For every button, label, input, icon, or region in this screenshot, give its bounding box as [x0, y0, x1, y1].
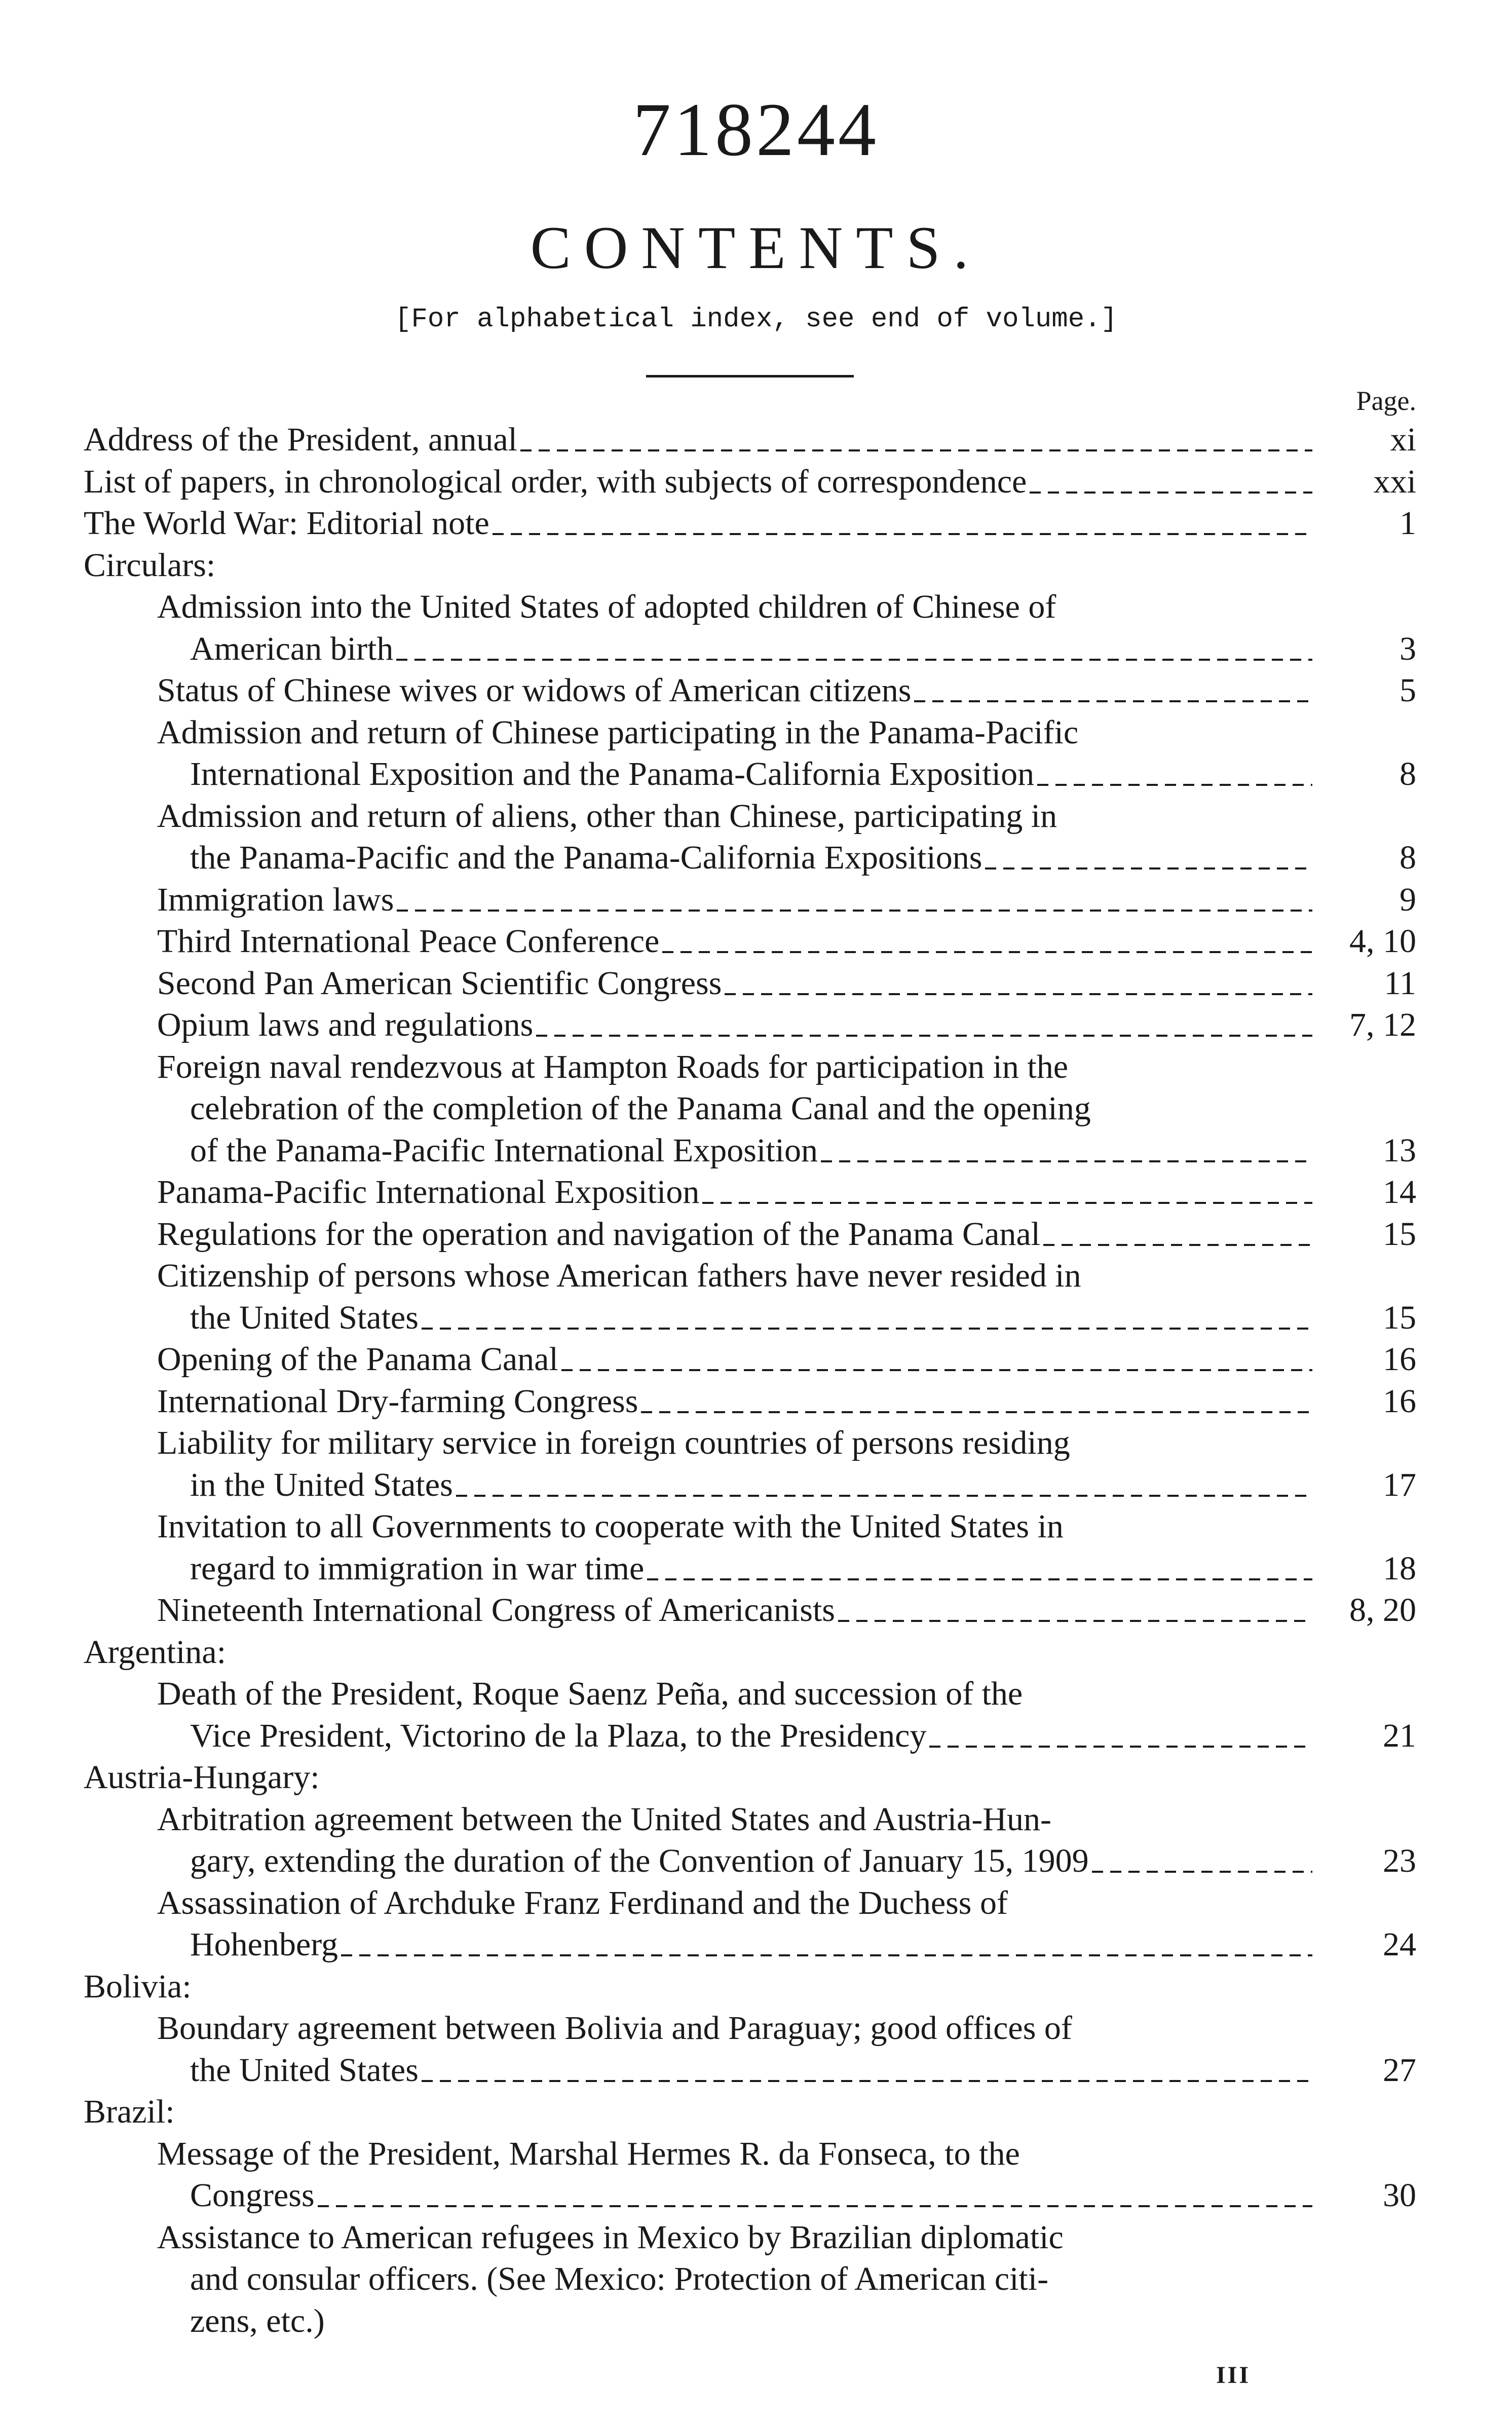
toc-entry-text: Regulations for the operation and navigation of the Panama Canal — [157, 1215, 1041, 1253]
toc-entry-text: Opening of the Panama Canal — [157, 1341, 558, 1378]
dot-leader — [561, 1339, 1312, 1381]
page-folio: III — [1216, 2362, 1251, 2389]
toc-entry — [84, 1422, 1416, 1464]
toc-entry — [84, 1297, 1416, 1339]
dot-leader — [702, 1171, 1312, 1214]
toc-page-number: 5 — [1400, 672, 1416, 709]
toc-page-number: 27 — [1383, 2051, 1416, 2089]
toc-entry-text: Admission and return of aliens, other than Chinese, participating in — [157, 797, 1057, 835]
toc-entry-text: Status of Chinese wives or widows of American citizens — [157, 672, 912, 709]
toc-entry-text: in the United States — [190, 1466, 453, 1503]
toc-entry — [84, 921, 1416, 963]
toc-entry-text: Vice President, Victorino de la Plaza, to the Presidency — [190, 1717, 927, 1754]
toc-page-number: 15 — [1383, 1299, 1416, 1336]
toc-page-number: 11 — [1384, 964, 1416, 1002]
toc-entry-text: Nineteenth International Congress of Americanists — [157, 1592, 835, 1629]
toc-page-number: 13 — [1383, 1131, 1416, 1169]
toc-entry — [84, 1339, 1416, 1381]
dot-leader — [641, 1381, 1312, 1423]
dot-leader — [647, 1548, 1312, 1590]
toc-entry — [84, 628, 1416, 670]
toc-page-number: 17 — [1383, 1466, 1416, 1503]
toc-entry-text: Panama-Pacific International Exposition — [157, 1174, 700, 1211]
toc-entry-text: Invitation to all Governments to cooperate with the United States in — [157, 1508, 1064, 1545]
toc-entry-text: Liability for military service in foreign countries of persons residing — [157, 1424, 1070, 1461]
toc-entry — [84, 1255, 1416, 1297]
toc-page-number: 14 — [1383, 1174, 1416, 1211]
toc-entry-text: Third International Peace Conference — [157, 923, 660, 960]
toc-entry-text: Foreign naval rendezvous at Hampton Roads for participation in the — [157, 1048, 1069, 1085]
toc-entry-text: Admission into the United States of adopted children of Chinese of — [157, 588, 1056, 625]
toc-section-heading — [84, 545, 1416, 587]
toc-entry-text: and consular officers. (See Mexico: Protection of American citi- — [190, 2260, 1049, 2297]
dot-leader — [838, 1590, 1312, 1632]
toc-entry-text: Opium laws and regulations — [157, 1006, 534, 1043]
dot-leader — [914, 670, 1312, 712]
toc-page-number: 3 — [1400, 630, 1416, 667]
toc-entry — [84, 1924, 1416, 1966]
dot-leader — [662, 921, 1312, 963]
toc-entry — [84, 503, 1416, 545]
toc-entry-text: Argentina: — [84, 1633, 226, 1671]
toc-page-number: 4, 10 — [1349, 923, 1416, 960]
dot-leader — [725, 963, 1312, 1005]
toc-entry-text: International Dry-farming Congress — [157, 1382, 638, 1420]
toc-entry — [84, 2217, 1416, 2259]
toc-page-number: 24 — [1383, 1926, 1416, 1963]
toc-entry-text: Death of the President, Roque Saenz Peña, and succession of the — [157, 1675, 1023, 1712]
page-title: CONTENTS. — [530, 214, 982, 281]
toc-section-heading — [84, 2091, 1416, 2133]
title-rule — [646, 375, 854, 377]
toc-entry-text: Citizenship of persons whose American fathers have never resided in — [157, 1257, 1081, 1294]
dot-leader — [493, 503, 1312, 545]
toc-page-number: 8 — [1400, 839, 1416, 876]
toc-entry — [84, 1715, 1416, 1757]
toc-entry — [84, 1840, 1416, 1882]
toc-entry — [84, 2258, 1416, 2300]
toc-entry-text: Second Pan American Scientific Congress — [157, 964, 722, 1002]
toc-page-number: 1 — [1400, 505, 1416, 542]
toc-entry-text: zens, etc.) — [190, 2302, 325, 2339]
toc-entry-text: Message of the President, Marshal Hermes R. da Fonseca, to the — [157, 2135, 1020, 2172]
toc-entry — [84, 753, 1416, 796]
toc-entry-text: of the Panama-Pacific International Exposition — [190, 1131, 818, 1169]
toc-entry-text: Admission and return of Chinese participating in the Panama-Pacific — [157, 713, 1079, 751]
toc-entry — [84, 461, 1416, 503]
toc-entry — [84, 419, 1416, 461]
toc-entry-text: International Exposition and the Panama-California Exposition — [190, 755, 1035, 792]
toc-page-number: 8, 20 — [1349, 1592, 1416, 1629]
toc-page-number: 16 — [1383, 1382, 1416, 1420]
toc-entry — [84, 1548, 1416, 1590]
toc-entry — [84, 837, 1416, 879]
toc-page-number: xi — [1390, 421, 1416, 458]
toc-entry-text: Austria-Hungary: — [84, 1759, 320, 1796]
toc-section-heading — [84, 1966, 1416, 2008]
toc-entry-text: Boundary agreement between Bolivia and Paraguay; good offices of — [157, 2010, 1072, 2047]
toc-entry — [84, 1464, 1416, 1506]
toc-entry — [84, 1130, 1416, 1172]
toc-entry-text: regard to immigration in war time — [190, 1549, 645, 1587]
toc-entry-text: the United States — [190, 1299, 419, 1336]
toc-entry — [84, 1799, 1416, 1841]
toc-entry-text: gary, extending the duration of the Convention of January 15, 1909 — [190, 1842, 1089, 1879]
toc-entry — [84, 1882, 1416, 1924]
toc-entry — [84, 1506, 1416, 1548]
toc-entry — [84, 670, 1416, 712]
toc-page-number: 18 — [1383, 1549, 1416, 1587]
accession-number: 718244 — [633, 88, 879, 172]
toc-page-number: 16 — [1383, 1341, 1416, 1378]
toc-entry — [84, 1046, 1416, 1088]
toc-entry-text: Congress — [190, 2177, 315, 2214]
toc-entry-text: The World War: Editorial note — [84, 505, 489, 542]
table-of-contents — [84, 419, 1416, 2342]
dot-leader — [396, 628, 1312, 670]
toc-entry — [84, 1590, 1416, 1632]
toc-section-heading — [84, 1632, 1416, 1674]
dot-leader — [341, 1924, 1312, 1966]
dot-leader — [422, 1297, 1312, 1339]
toc-page-number: 9 — [1400, 881, 1416, 918]
toc-entry — [84, 1171, 1416, 1214]
toc-entry-text: Arbitration agreement between the United States and Austria-Hun- — [157, 1800, 1051, 1838]
dot-leader — [397, 879, 1312, 921]
toc-entry-text: Immigration laws — [157, 881, 394, 918]
toc-entry — [84, 2133, 1416, 2175]
toc-page-number: 21 — [1383, 1717, 1416, 1754]
dot-leader — [318, 2175, 1312, 2217]
toc-page-number: 30 — [1383, 2177, 1416, 2214]
toc-entry-text: Assassination of Archduke Franz Ferdinand and the Duchess of — [157, 1884, 1008, 1921]
dot-leader — [520, 419, 1312, 461]
toc-entry-text: Bolivia: — [84, 1968, 192, 2005]
toc-entry — [84, 1214, 1416, 1256]
toc-entry-text: celebration of the completion of the Panama Canal and the opening — [190, 1090, 1091, 1127]
toc-entry-text: Brazil: — [84, 2093, 175, 2130]
toc-entry — [84, 1381, 1416, 1423]
toc-entry-text: List of papers, in chronological order, with subjects of correspondence — [84, 463, 1027, 500]
toc-entry — [84, 586, 1416, 628]
toc-entry-text: the Panama-Pacific and the Panama-California Expositions — [190, 839, 982, 876]
dot-leader — [821, 1130, 1312, 1172]
toc-entry — [84, 1088, 1416, 1130]
toc-entry-text: Circulars: — [84, 546, 216, 584]
toc-entry — [84, 2050, 1416, 2092]
toc-entry-text: Assistance to American refugees in Mexico by Brazilian diplomatic — [157, 2218, 1064, 2256]
dot-leader — [1043, 1214, 1312, 1256]
toc-entry-text: American birth — [190, 630, 394, 667]
toc-entry — [84, 879, 1416, 921]
toc-entry — [84, 2008, 1416, 2050]
dot-leader — [985, 837, 1312, 879]
toc-entry — [84, 1004, 1416, 1046]
toc-entry — [84, 712, 1416, 754]
dot-leader — [536, 1004, 1312, 1046]
index-note: [For alphabetical index, see end of volume.] — [395, 304, 1117, 335]
dot-leader — [422, 2050, 1312, 2092]
dot-leader — [929, 1715, 1312, 1757]
toc-entry-text: Address of the President, annual — [84, 421, 517, 458]
toc-entry — [84, 796, 1416, 838]
toc-page-number: xxi — [1373, 463, 1416, 500]
dot-leader — [1092, 1840, 1312, 1882]
toc-entry — [84, 2300, 1416, 2342]
dot-leader — [456, 1464, 1312, 1506]
toc-page-number: 23 — [1383, 1842, 1416, 1879]
page-column-label: Page. — [1356, 386, 1416, 416]
dot-leader — [1030, 461, 1312, 503]
toc-entry-text: Hohenberg — [190, 1926, 338, 1963]
toc-page-number: 7, 12 — [1349, 1006, 1416, 1043]
toc-entry — [84, 963, 1416, 1005]
toc-section-heading — [84, 1757, 1416, 1799]
toc-entry — [84, 1673, 1416, 1715]
dot-leader — [1037, 753, 1312, 796]
toc-entry — [84, 2175, 1416, 2217]
toc-entry-text: the United States — [190, 2051, 419, 2089]
toc-page-number: 8 — [1400, 755, 1416, 792]
toc-page-number: 15 — [1383, 1215, 1416, 1253]
